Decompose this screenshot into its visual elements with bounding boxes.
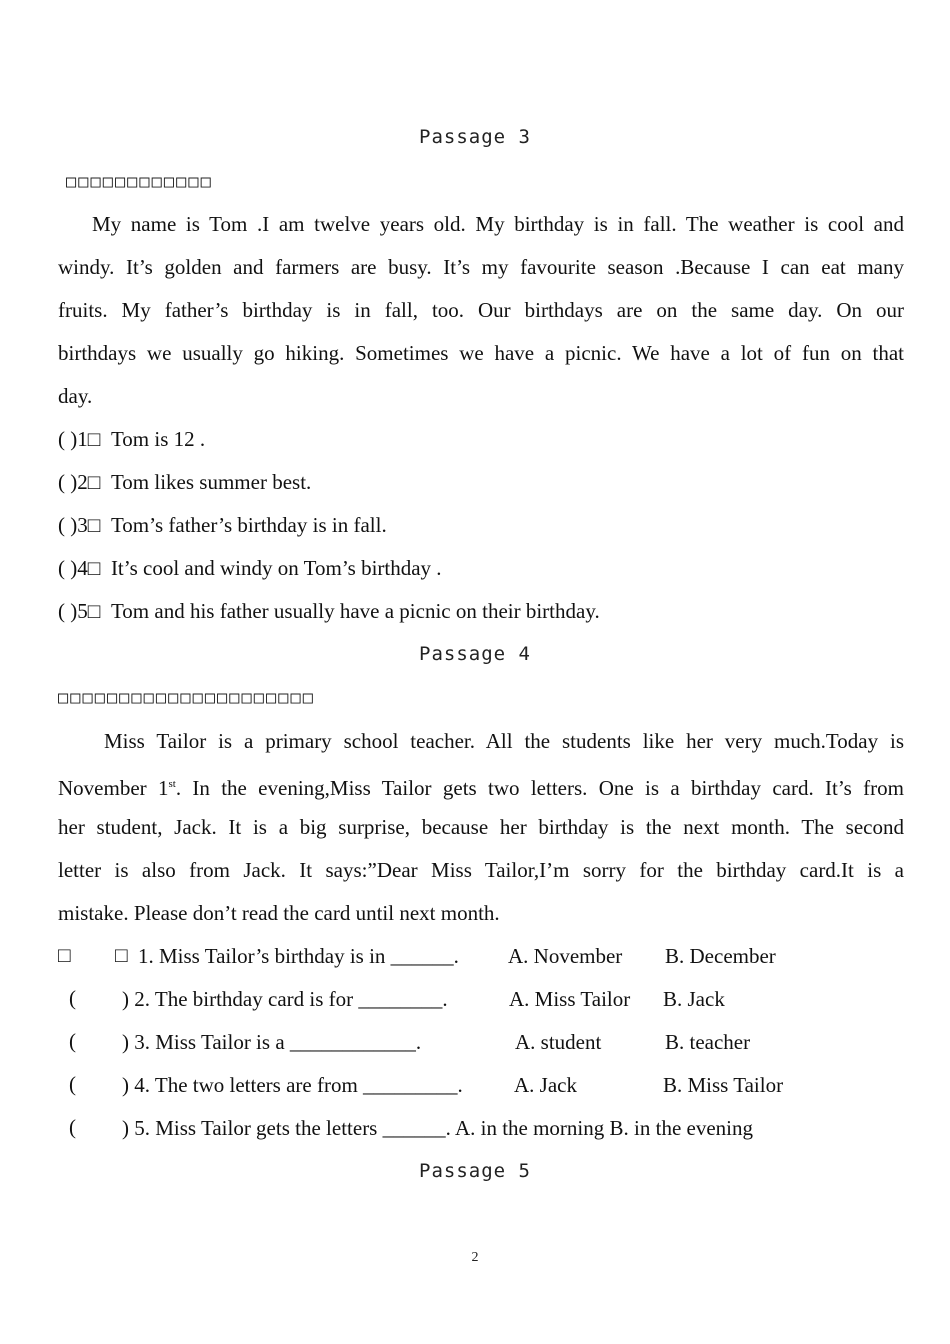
passage-3-line-4: birthdays we usually go hiking. Sometimes we have a picnic. We have a lot of fun on that: [58, 341, 904, 365]
passage-4-q1-option-a[interactable]: A. November: [508, 944, 623, 968]
passage-4-q2-option-a[interactable]: A. Miss Tailor: [509, 987, 631, 1011]
question-number: 1□: [77, 427, 101, 451]
question-number: 2□: [77, 470, 101, 494]
answer-paren-open[interactable]: (: [69, 986, 76, 1010]
passage-5-title: Passage 5: [419, 1160, 531, 1182]
passage-4-line-4: letter is also from Jack. It says:”Dear Miss Tailor,I’m sorry for the birthday card.It is a: [58, 858, 904, 882]
passage-3-q3: [58, 512, 387, 538]
passage-4-q4-option-b[interactable]: B. Miss Tailor: [663, 1073, 784, 1097]
passage-3-instruction: □□□□□□□□□□□□: [66, 172, 213, 192]
answer-paren-open[interactable]: (: [69, 1115, 76, 1139]
passage-4-q4-text: ) 4. The two letters are from _________.: [122, 1073, 463, 1097]
question-text: Tom is 12 .: [110, 427, 206, 451]
passage-4-line-1: Miss Tailor is a primary school teacher. All the students like her very much.Today is: [104, 729, 904, 753]
question-text: Tom’s father’s birthday is in fall.: [110, 513, 387, 537]
passage-4-q4-option-a[interactable]: A. Jack: [514, 1073, 577, 1097]
passage-4-q3-option-b[interactable]: B. teacher: [665, 1030, 751, 1054]
passage-4-q1-text: 1. Miss Tailor’s birthday is in ______.: [138, 944, 459, 968]
page-number: 2: [471, 1250, 479, 1265]
passage-3-q1: [58, 426, 205, 452]
answer-paren-open[interactable]: □: [58, 943, 71, 967]
question-number: 5□: [77, 599, 101, 623]
passage-4-line-5: mistake. Please don’t read the card until next month.: [58, 901, 500, 925]
answer-paren-close[interactable]: □: [115, 943, 128, 967]
passage-4-instruction: □□□□□□□□□□□□□□□□□□□□□: [58, 688, 315, 708]
passage-3-q4: [58, 555, 442, 581]
passage-3-line-2: windy. It’s golden and farmers are busy. It’s my favourite season .Because I can eat many: [58, 255, 904, 279]
passage-4-title: Passage 4: [419, 643, 531, 665]
passage-3-line-5: day.: [58, 384, 93, 408]
passage-3-line-3: fruits. My father’s birthday is in fall, too. Our birthdays are on the same day. On our: [58, 298, 904, 322]
passage-4-q5-text: ) 5. Miss Tailor gets the letters ______. A. in the morning B. in the evening: [122, 1116, 753, 1140]
question-number: 4□: [77, 556, 101, 580]
passage-3-title: Passage 3: [419, 126, 531, 148]
answer-paren[interactable]: ( ): [58, 470, 78, 494]
question-text: It’s cool and windy on Tom’s birthday .: [110, 556, 442, 580]
passage-4-line-2: November 1st. In the evening,Miss Tailor gets two letters. One is a birthday card. It’s from: [58, 776, 904, 800]
passage-4-q3-text: ) 3. Miss Tailor is a ____________.: [122, 1030, 422, 1054]
answer-paren-open[interactable]: (: [69, 1029, 76, 1053]
passage-3-line-1: My name is Tom .I am twelve years old. My birthday is in fall. The weather is cool and: [92, 212, 904, 236]
passage-3-q2: [58, 469, 311, 495]
answer-paren[interactable]: ( ): [58, 556, 78, 580]
answer-paren[interactable]: ( ): [58, 427, 78, 451]
passage-4-q2-option-b[interactable]: B. Jack: [663, 987, 725, 1011]
answer-paren[interactable]: ( ): [58, 599, 78, 623]
passage-3-q5: [58, 598, 600, 624]
question-text: Tom and his father usually have a picnic on their birthday.: [110, 599, 600, 623]
passage-4-q3-option-a[interactable]: A. student: [515, 1030, 602, 1054]
answer-paren-open[interactable]: (: [69, 1072, 76, 1096]
passage-4-line-3: her student, Jack. It is a big surprise, because her birthday is the next month. The second: [58, 815, 904, 839]
passage-4-q2-text: ) 2. The birthday card is for ________.: [122, 987, 448, 1011]
question-number: 3□: [77, 513, 101, 537]
passage-4-q1-option-b[interactable]: B. December: [665, 944, 776, 968]
answer-paren[interactable]: ( ): [58, 513, 78, 537]
question-text: Tom likes summer best.: [110, 470, 312, 494]
